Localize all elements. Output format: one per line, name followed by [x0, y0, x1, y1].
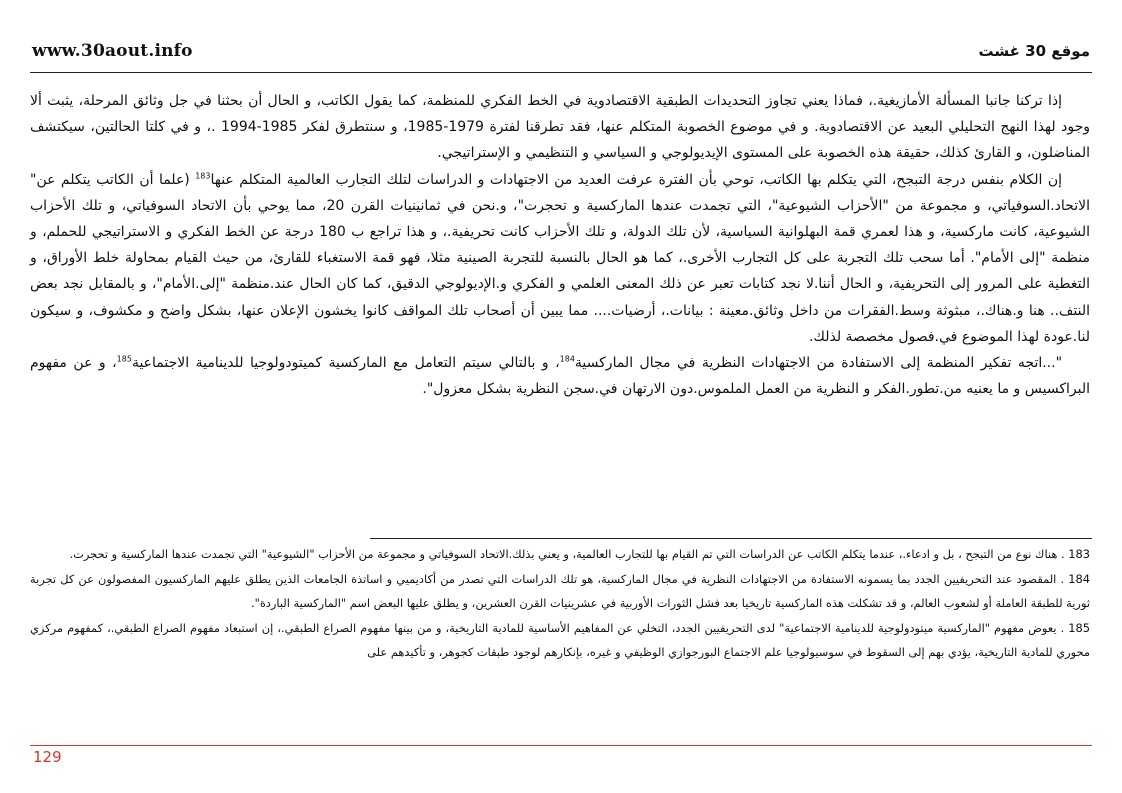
- page-number: 129: [33, 748, 62, 766]
- header-divider: [30, 72, 1092, 73]
- footnote-185: [30, 617, 1090, 664]
- paragraph-3-text-c: ، و عن مفهوم البراكسيس و ما يعنيه من.تطور.الفكر و النظرية من العمل الملموس.دون الارتهان في.سجن النظرية بشكل معزول".: [30, 355, 1090, 398]
- footnote-text: هناك نوع من التبجح ، بل و ادعاء.، عندما يتكلم الكاتب عن الدراسات التي تم القيام بها للتجارب العالمية، و يعني بذلك.الاتحاد السوفياتي و مجموعة من الأحزاب "الشيوعية" التي تجمدت عندها الماركسية و تحجرت.: [69, 547, 1058, 561]
- paragraph-3-text-a: "...اتجه تفكير المنظمة إلى الاستفادة من الاجتهادات النظرية في مجال الماركسية: [574, 355, 1063, 372]
- footnotes-divider: [370, 538, 1092, 539]
- paragraph-3-text-b: ، و بالتالي سيتم التعامل مع الماركسية كميتودولوجيا للدينامية الاجتماعية: [131, 355, 560, 372]
- footnote-ref-183[interactable]: 183: [195, 170, 211, 180]
- paragraph-1: إذا تركنا جانبا المسألة الأمازيغية.، فماذا يعني تجاوز التحديدات الطبقية الاقتصادوية في الخط الفكري للمنظمة، كما يقول الكاتب، و الحال أن بحثنا في جل وثائق المرحلة، يثبت ألا وجود لهذا النهج التحليلي البعيد عن الاقتصادوية. و في موضوع الخصوبة المتكلم عنها، فقد تطرقنا لفترة 1979-1985، و سنتطرق لفكر 1985-1994 .، و في كلتا الحالتين، سيكتشف المناضلون، و القارئ كذلك، حقيقة هذه الخصوبة على المستوى الإيديولوجي و السياسي و التنظيمي و الإستراتيجي.: [30, 93, 1091, 162]
- footnote-183: [30, 543, 1090, 566]
- footnote-ref-184[interactable]: 184: [559, 354, 575, 364]
- paragraph-3-quote: [30, 350, 1090, 402]
- site-url[interactable]: www.30aout.info: [32, 41, 193, 61]
- site-name: موقع 30 غشت: [978, 42, 1090, 60]
- footnote-text: يعوض مفهوم "الماركسية ميتودولوجية للدينامية الاجتماعية" لدى التحريفيين الجدد، التخلي عن المفاهيم الأساسية للمادية التاريخية، و من بينها مفهوم الصراع الطبقي.، إن استبعاد مفهوم الصراع الطبقي.، كمفهوم مركزي محوري للمادية التاريخية، يؤدي بهم إلى السقوط في سوسيولوجيا علم الاجتماع البورجوازي الوظيفي و غيره، بإنكارهم لوجود طبقات كجوهر، و تأكيدهم على: [30, 621, 1090, 659]
- footnote-number: 184 .: [1060, 572, 1091, 587]
- footnote-number: 185 .: [1060, 621, 1090, 636]
- footnote-184: [30, 568, 1090, 615]
- footnote-number: 183 .: [1061, 547, 1090, 561]
- page-header: [32, 36, 1090, 66]
- paragraph-2-text-b: (علما أن الكاتب يتكلم عن" الاتحاد.السوفياتي، و مجموعة من "الأحزاب الشيوعية"، التي تجمدت عندها الماركسية و تحجرت"، و.نحن في ثمانينيات القرن 20، مما يوحي بأن الاتحاد السوفياتي، و تلك الأحزاب الشيوعية، كانت ماركسية، و هذا لعمري قمة البهلوانية السياسية، لأن تلك الدولة، و تلك الأحزاب كانت تحريفية.، و هذا تراجع ب 180 درجة عن الخط الفكري و الاستراتيجي للحملم، و منظمة "إلى الأمام". أما سحب تلك التجربة على كل التجارب الأخرى.، كما هو الحال بالنسبة للتجربة الصينية مثلا، فهو قمة الاستغباء للقارئ، من حيث القيام بمحاولة خلط الأوراق، و التغطية على المرور إلى التحريفية، و الحال أننا.لا نجد كتابات تعبر عن ذلك المعنى العلمي و الفكري و.الإديولوجي الدقيق، كما كان الحال عند.منظمة "إلى.الأمام"، و بالمقابل نجد بعض النتف.. هنا و.هناك.، مبثوثة وسط.الفقرات من داخل وثائق.معينة : بيانات.، أرضيات.... مما يبين أن أصحاب تلك المواقف كانوا يخشون الإعلان عنها، بشكل واضح و مكشوف، و سيكون لنا.عودة لهذا الموضوع في.فصول مخصصة لذلك.: [30, 171, 1090, 345]
- footer-divider: [30, 745, 1092, 746]
- paragraph-2: [30, 167, 1090, 350]
- footnote-text: المقصود عند التحريفيين الجدد بما يسمونه الاستفادة من الاجتهادات النظرية في مجال الماركسية، هو تلك الدراسات التي تصدر من أكاديميي و اساتذة الجامعات الذين يطلق عليهم الماركسيون المفصولون عن كل تجربة ثورية للطبقة العاملة أو لشعوب العالم، و قد تشكلت هذه الماركسية تاريخيا بعد فشل الثورات الأوربية في عشرينيات القرن العشرين، و يطلق عليها البعض اسم "الماركسية الباردة".: [30, 572, 1090, 610]
- footnote-ref-185[interactable]: 185: [116, 354, 132, 364]
- main-text: [30, 88, 1090, 402]
- paragraph-2-text-a: إن الكلام بنفس درجة التبجح، التي يتكلم بها الكاتب، توحي بأن الفترة عرفت العديد من الاجتهادات و الدراسات لتلك التجارب العالمية المتكلم عنها: [210, 171, 1062, 188]
- footnotes: [30, 543, 1090, 666]
